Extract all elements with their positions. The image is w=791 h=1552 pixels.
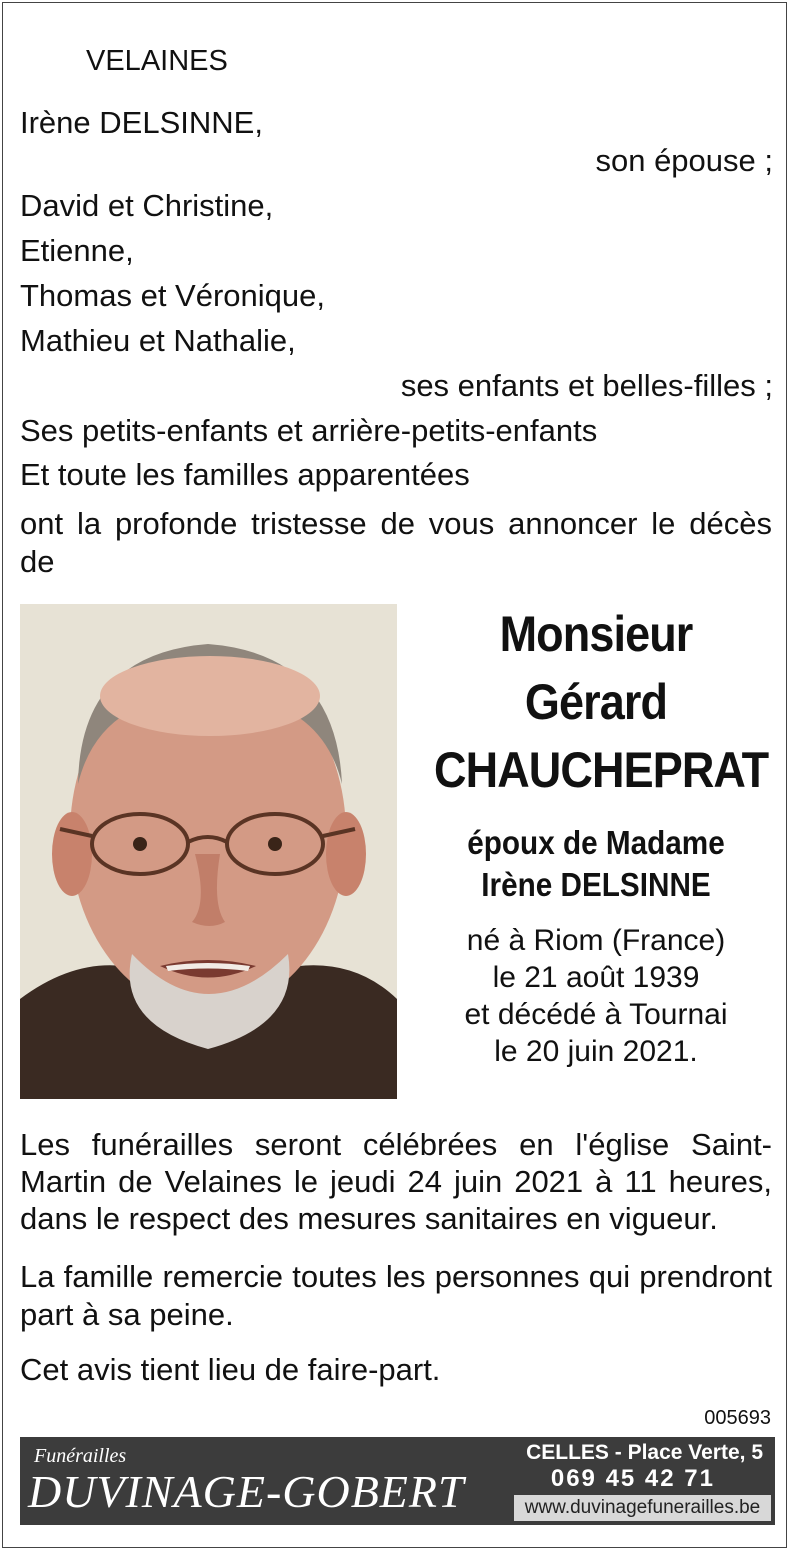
death-date: le 20 juin 2021. [494, 1035, 698, 1068]
announcement: ont la profonde tristesse de vous annoncer le décès de [20, 506, 772, 579]
birth-date: le 21 août 1939 [492, 961, 700, 994]
locality: VELAINES [86, 45, 228, 77]
footer-label: Funérailles [34, 1445, 127, 1467]
birth-place: né à Riom (France) [466, 924, 726, 957]
spouse-relation: son épouse ; [595, 143, 773, 178]
child-3: Thomas et Véronique, [20, 278, 326, 313]
death-place: et décédé à Tournai [464, 998, 728, 1031]
deceased-first-name: Gérard [524, 674, 668, 730]
reference-number: 005693 [704, 1407, 771, 1429]
child-2: Etienne, [20, 233, 134, 268]
deceased-block [416, 600, 776, 1070]
deceased-title: Monsieur [499, 606, 693, 662]
funeral-details: Les funérailles seront célébrées en l'église Saint-Martin de Velaines le jeudi 24 juin 2021 à 11 heures, dans le respect des mesures sanitaires en vigueur. [20, 1127, 772, 1236]
funeral-home-banner [20, 1437, 775, 1525]
portrait-photo [20, 604, 397, 1099]
spouse-line-2: Irène DELSINNE [481, 866, 711, 903]
deceased-last-name: CHAUCHEPRAT [434, 742, 769, 798]
families: Et toute les familles apparentées [20, 457, 470, 492]
child-4: Mathieu et Nathalie, [20, 323, 296, 358]
thanks: La famille remercie toutes les personnes qui prendront part à sa peine. [20, 1259, 772, 1332]
company-website[interactable]: www.duvinagefunerailles.be [514, 1495, 771, 1521]
children-relation: ses enfants et belles-filles ; [400, 368, 773, 403]
grandchildren: Ses petits-enfants et arrière-petits-enfants [20, 413, 598, 448]
spouse-line-1: époux de Madame [467, 824, 725, 861]
company-name: DUVINAGE-GOBERT [28, 1466, 465, 1517]
spouse-name: Irène DELSINNE, [20, 105, 263, 140]
notice: Cet avis tient lieu de faire-part. [20, 1352, 441, 1387]
child-1: David et Christine, [20, 188, 274, 223]
company-phone: 069 45 42 71 [550, 1465, 715, 1492]
company-address: CELLES - Place Verte, 5 [526, 1441, 763, 1464]
